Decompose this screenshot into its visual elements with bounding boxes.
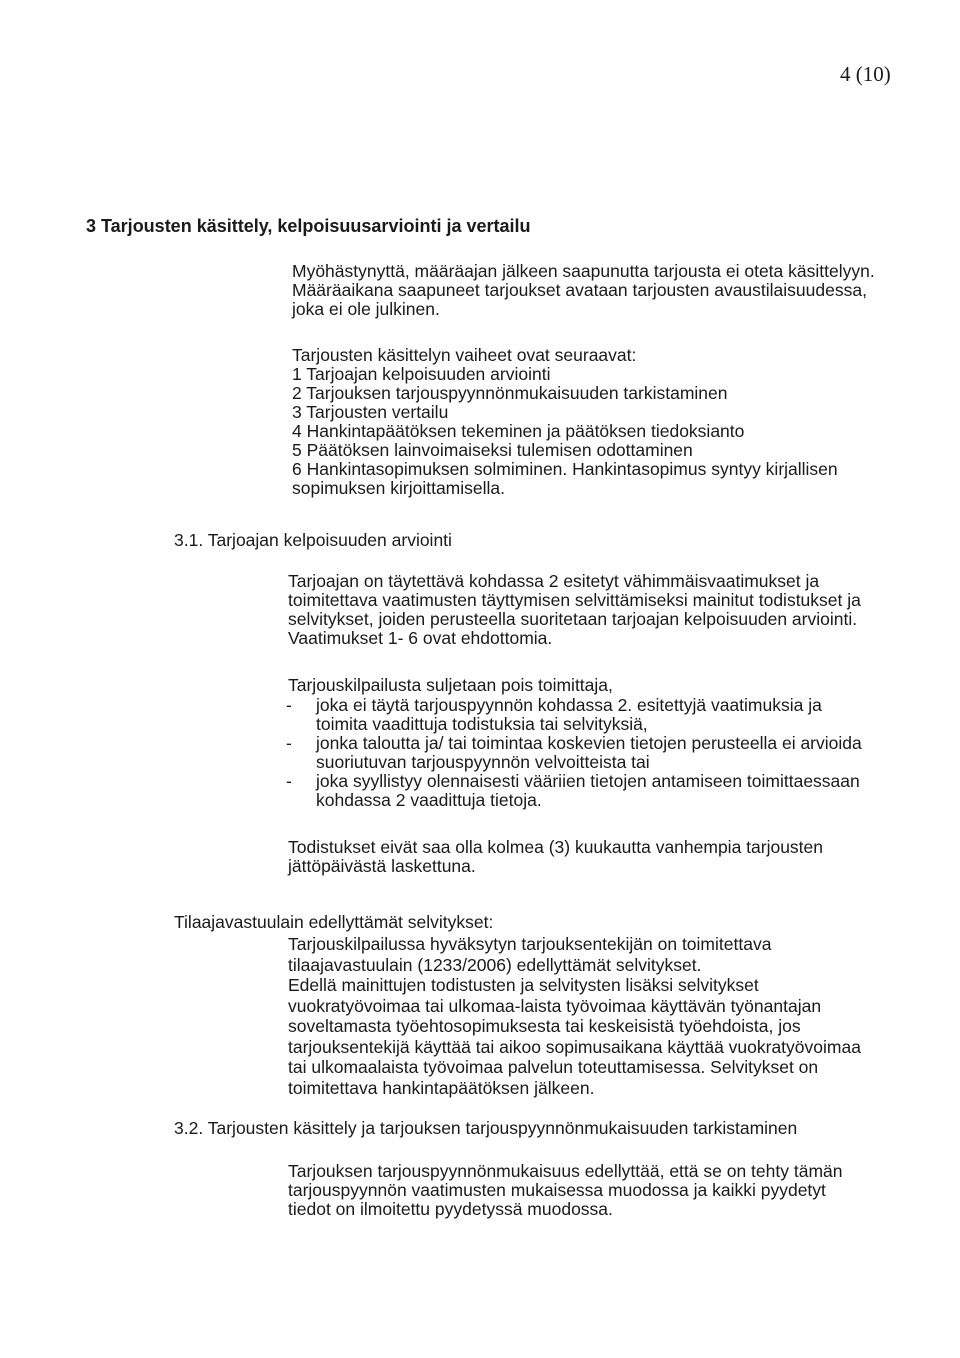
item-line: toimita vaadittuja todistuksia tai selvityksiä, — [316, 714, 648, 734]
exclusion-item — [286, 695, 862, 734]
paragraph-line: tiedot on ilmoitettu pyydetyssä muodossa. — [288, 1199, 613, 1219]
subsection-title: Tarjousten käsittely ja tarjouksen tarjouspyynnönmukaisuuden tarkistaminen — [207, 1118, 798, 1138]
intro-line: Määräaikana saapuneet tarjoukset avataan tarjousten avaustilaisuudessa, — [292, 280, 867, 300]
paragraph-line: soveltamasta työehtosopimuksesta tai keskeisistä työehdoista, jos — [288, 1016, 801, 1036]
phase-item: 5 Päätöksen lainvoimaiseksi tulemisen odottaminen — [292, 440, 693, 460]
item-line: jonka taloutta ja/ tai toimintaa koskevien tietojen perusteella ei arvioida — [316, 733, 862, 753]
paragraph-line: Tarjoajan on täytettävä kohdassa 2 esitetyt vähimmäisvaatimukset ja — [288, 571, 820, 591]
paragraph-line: toimitettava hankintapäätöksen jälkeen. — [288, 1077, 595, 1098]
phases-list — [292, 346, 838, 498]
paragraph-line: tarjouspyynnön vaatimusten mukaisessa muodossa ja kaikki pyydetyt — [288, 1180, 826, 1200]
bullet-dash: - — [286, 771, 292, 791]
page-number: 4 (10) — [840, 62, 891, 86]
subsection-number: 3.2. — [174, 1118, 204, 1138]
subsection-3-1-heading — [174, 530, 452, 551]
paragraph-line: jättöpäivästä laskettuna. — [288, 856, 476, 876]
paragraph-line: Vaatimukset 1- 6 ovat ehdottomia. — [288, 628, 553, 648]
subsection-number: 3.1. — [174, 530, 204, 550]
certificates-paragraph — [288, 838, 823, 876]
item-line: joka ei täytä tarjouspyynnön kohdassa 2. esitettyjä vaatimuksia ja — [316, 695, 822, 715]
conformity-paragraph — [288, 1162, 843, 1219]
phases-intro: Tarjousten käsittelyn vaiheet ovat seuraavat: — [292, 345, 637, 365]
exclusion-intro — [288, 676, 613, 695]
intro-line: Myöhästynyttä, määräajan jälkeen saapunutta tarjousta ei oteta käsittelyyn. — [292, 261, 875, 281]
intro-paragraph — [292, 262, 875, 319]
phase-item: 4 Hankintapäätöksen tekeminen ja päätöksen tiedoksianto — [292, 421, 745, 441]
intro-line: joka ei ole julkinen. — [292, 299, 440, 319]
paragraph-line: Tarjouksen tarjouspyynnönmukaisuus edellyttää, että se on tehty tämän — [288, 1161, 843, 1181]
paragraph-line: Todistukset eivät saa olla kolmea (3) kuukautta vanhempia tarjousten — [288, 837, 824, 857]
phase-item: 3 Tarjousten vertailu — [292, 402, 449, 422]
paragraph-line: tilaajavastuulain (1233/2006) edellyttämät selvitykset. — [288, 954, 702, 975]
phase-item: 2 Tarjouksen tarjouspyynnönmukaisuuden tarkistaminen — [292, 383, 728, 403]
exclusion-item — [286, 771, 862, 810]
paragraph-line: Edellä mainittujen todistusten ja selvitysten lisäksi selvitykset — [288, 975, 759, 995]
item-line: kohdassa 2 vaadittuja tietoja. — [316, 790, 542, 810]
paragraph-line: selvitykset, joiden perusteella suoritetaan tarjoajan kelpoisuuden arviointi. — [288, 609, 858, 629]
item-line: joka syyllistyy olennaisesti vääriien tietojen antamiseen toimittaessaan — [316, 771, 860, 791]
bullet-dash: - — [286, 695, 292, 715]
phase-item: 6 Hankintasopimuksen solmiminen. Hankintasopimus syntyy kirjallisen — [292, 459, 838, 479]
paragraph-line: Tarjouskilpailusta suljetaan pois toimittaja, — [288, 675, 613, 695]
paragraph-line: Tarjouskilpailussa hyväksytyn tarjouksentekijän on toimitettava — [288, 934, 772, 954]
item-line: suoriutuvan tarjouspyynnön velvoitteista tai — [316, 752, 650, 772]
tilaaja-paragraph — [288, 934, 861, 1098]
tilaaja-heading: Tilaajavastuulain edellyttämät selvitykset: — [174, 912, 494, 932]
exclusion-item — [286, 733, 862, 772]
paragraph-line: tarjouksentekijä käyttää tai aikoo sopimusaikana käyttää vuokratyövoimaa — [288, 1036, 861, 1057]
phase-item: 1 Tarjoajan kelpoisuuden arviointi — [292, 364, 551, 384]
paragraph-line: toimitettava vaatimusten täyttymisen selvittämiseksi mainitut todistukset ja — [288, 590, 861, 610]
phase-item: sopimuksen kirjoittamisella. — [292, 478, 505, 498]
exclusion-list — [286, 695, 862, 810]
eligibility-paragraph — [288, 572, 861, 648]
bullet-dash: - — [286, 733, 292, 753]
paragraph-line: tai ulkomaalaista työvoimaa palvelun toteuttamisessa. Selvitykset on — [288, 1057, 819, 1077]
subsection-3-2-heading — [174, 1118, 797, 1139]
section-heading: 3 Tarjousten käsittely, kelpoisuusarviointi ja vertailu — [86, 216, 531, 236]
paragraph-line: vuokratyövoimaa tai ulkomaa-laista työvoimaa käyttävän työnantajan — [288, 995, 822, 1016]
subsection-title: Tarjoajan kelpoisuuden arviointi — [207, 530, 452, 550]
